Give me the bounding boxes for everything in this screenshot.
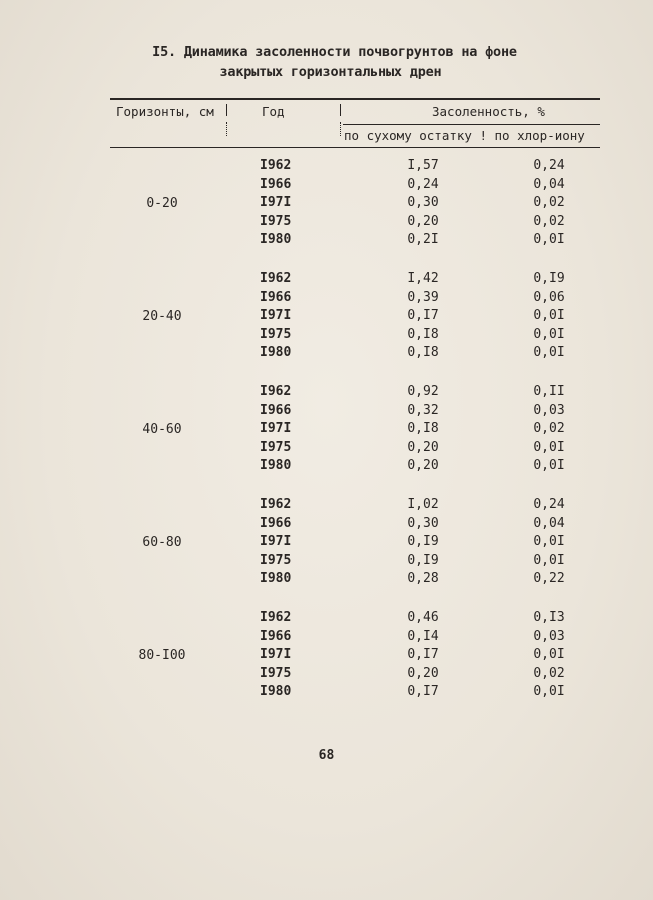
dry-residue-cell: 0,I8 — [407, 326, 439, 342]
table-row — [0, 458, 653, 476]
year-cell: I980 — [260, 458, 292, 473]
year-cell: I980 — [260, 345, 292, 360]
table-row — [0, 421, 653, 439]
dry-residue-cell: 0,32 — [407, 402, 439, 418]
dry-residue-cell: 0,I8 — [407, 345, 439, 360]
table-row — [0, 684, 653, 702]
horizon-label: 20-40 — [142, 309, 182, 324]
table-row — [0, 403, 653, 421]
chlorine-ion-cell: 0,0I — [533, 458, 565, 473]
chlorine-ion-cell: 0,I3 — [533, 610, 565, 625]
chlorine-ion-cell: 0,02 — [533, 665, 565, 681]
table-row — [0, 571, 653, 589]
table-row — [0, 440, 653, 458]
table-row — [0, 666, 653, 684]
year-cell: I966 — [260, 176, 292, 192]
table-row — [0, 610, 653, 628]
table-row — [0, 290, 653, 308]
table-row — [0, 629, 653, 647]
chlorine-ion-cell: 0,04 — [533, 515, 565, 531]
dry-residue-cell: 0,24 — [407, 176, 439, 192]
chlorine-ion-cell: 0,03 — [533, 402, 565, 418]
year-cell: I97I — [260, 421, 292, 436]
chlorine-ion-cell: 0,II — [533, 384, 565, 399]
year-cell: I962 — [260, 610, 292, 625]
chlorine-ion-cell: 0,02 — [533, 421, 565, 436]
header-salinity: Засоленность, % — [432, 104, 545, 119]
chlorine-ion-cell: 0,06 — [533, 289, 565, 305]
chlorine-ion-cell: 0,0I — [533, 232, 565, 247]
chlorine-ion-cell: 0,02 — [533, 195, 565, 210]
dry-residue-cell: 0,I7 — [407, 308, 439, 323]
table-row — [0, 384, 653, 402]
year-cell: I975 — [260, 213, 292, 229]
year-cell: I966 — [260, 628, 292, 644]
column-separator — [226, 122, 227, 136]
horizon-label: 0-20 — [146, 196, 178, 211]
year-cell: I975 — [260, 552, 292, 568]
dry-residue-cell: 0,20 — [407, 458, 439, 473]
dry-residue-cell: 0,46 — [407, 610, 439, 625]
chlorine-ion-cell: 0,0I — [533, 345, 565, 360]
year-cell: I97I — [260, 195, 292, 210]
dry-residue-cell: 0,I7 — [407, 647, 439, 662]
table-row — [0, 516, 653, 534]
header-sub-rule — [343, 124, 600, 125]
table-top-rule — [110, 98, 600, 100]
chlorine-ion-cell: 0,0I — [533, 308, 565, 323]
year-cell: I962 — [260, 271, 292, 286]
chlorine-ion-cell: 0,22 — [533, 571, 565, 586]
horizon-label: 60-80 — [142, 535, 182, 550]
dry-residue-cell: 0,28 — [407, 571, 439, 586]
table-title-line-2: закрытых горизонтальных дрен — [219, 64, 442, 80]
chlorine-ion-cell: 0,I9 — [533, 271, 565, 286]
table-row — [0, 158, 653, 176]
year-cell: I966 — [260, 515, 292, 531]
dry-residue-cell: 0,30 — [407, 195, 439, 210]
chlorine-ion-cell: 0,0I — [533, 534, 565, 549]
header-subcolumns: по сухому остатку ! по хлор-иону — [344, 128, 585, 143]
dry-residue-cell: 0,2I — [407, 232, 439, 247]
dry-residue-cell: 0,30 — [407, 515, 439, 531]
table-row — [0, 214, 653, 232]
table-row — [0, 497, 653, 515]
year-cell: I97I — [260, 647, 292, 662]
year-cell: I97I — [260, 308, 292, 323]
table-row — [0, 534, 653, 552]
year-cell: I962 — [260, 384, 292, 399]
chlorine-ion-cell: 0,04 — [533, 176, 565, 192]
dry-residue-cell: 0,39 — [407, 289, 439, 305]
table-row — [0, 177, 653, 195]
dry-residue-cell: 0,I7 — [407, 684, 439, 699]
dry-residue-cell: I,02 — [407, 497, 439, 512]
table-row — [0, 327, 653, 345]
page-number: 68 — [318, 748, 335, 763]
dry-residue-cell: 0,92 — [407, 384, 439, 399]
table-title-line-1: I5. Динамика засоленности почвогрунтов на фоне — [152, 44, 517, 60]
chlorine-ion-cell: 0,03 — [533, 628, 565, 644]
dry-residue-cell: 0,I9 — [407, 552, 439, 568]
header-bottom-rule — [110, 147, 600, 148]
column-separator — [340, 122, 341, 136]
dry-residue-cell: 0,I8 — [407, 421, 439, 436]
year-cell: I980 — [260, 571, 292, 586]
chlorine-ion-cell: 0,0I — [533, 326, 565, 342]
chlorine-ion-cell: 0,0I — [533, 684, 565, 699]
table-row — [0, 271, 653, 289]
dry-residue-cell: 0,I4 — [407, 628, 439, 644]
year-cell: I962 — [260, 497, 292, 512]
table-row — [0, 308, 653, 326]
table-row — [0, 345, 653, 363]
header-horizon: Горизонты, см — [116, 104, 214, 119]
dry-residue-cell: 0,20 — [407, 439, 439, 455]
chlorine-ion-cell: 0,24 — [533, 158, 565, 173]
dry-residue-cell: 0,20 — [407, 665, 439, 681]
chlorine-ion-cell: 0,24 — [533, 497, 565, 512]
table-row — [0, 647, 653, 665]
year-cell: I975 — [260, 665, 292, 681]
year-cell: I975 — [260, 326, 292, 342]
chlorine-ion-cell: 0,0I — [533, 439, 565, 455]
dry-residue-cell: 0,I9 — [407, 534, 439, 549]
header-year: Год — [262, 104, 285, 119]
chlorine-ion-cell: 0,0I — [533, 552, 565, 568]
year-cell: I962 — [260, 158, 292, 173]
year-cell: I980 — [260, 684, 292, 699]
dry-residue-cell: 0,20 — [407, 213, 439, 229]
table-row — [0, 553, 653, 571]
table-row — [0, 195, 653, 213]
chlorine-ion-cell: 0,0I — [533, 647, 565, 662]
dry-residue-cell: I,57 — [407, 158, 439, 173]
year-cell: I97I — [260, 534, 292, 549]
year-cell: I975 — [260, 439, 292, 455]
column-separator — [226, 104, 227, 116]
dry-residue-cell: I,42 — [407, 271, 439, 286]
chlorine-ion-cell: 0,02 — [533, 213, 565, 229]
horizon-label: 40-60 — [142, 422, 182, 437]
year-cell: I980 — [260, 232, 292, 247]
column-separator — [340, 104, 341, 116]
year-cell: I966 — [260, 289, 292, 305]
year-cell: I966 — [260, 402, 292, 418]
horizon-label: 80-I00 — [138, 648, 186, 663]
table-row — [0, 232, 653, 250]
